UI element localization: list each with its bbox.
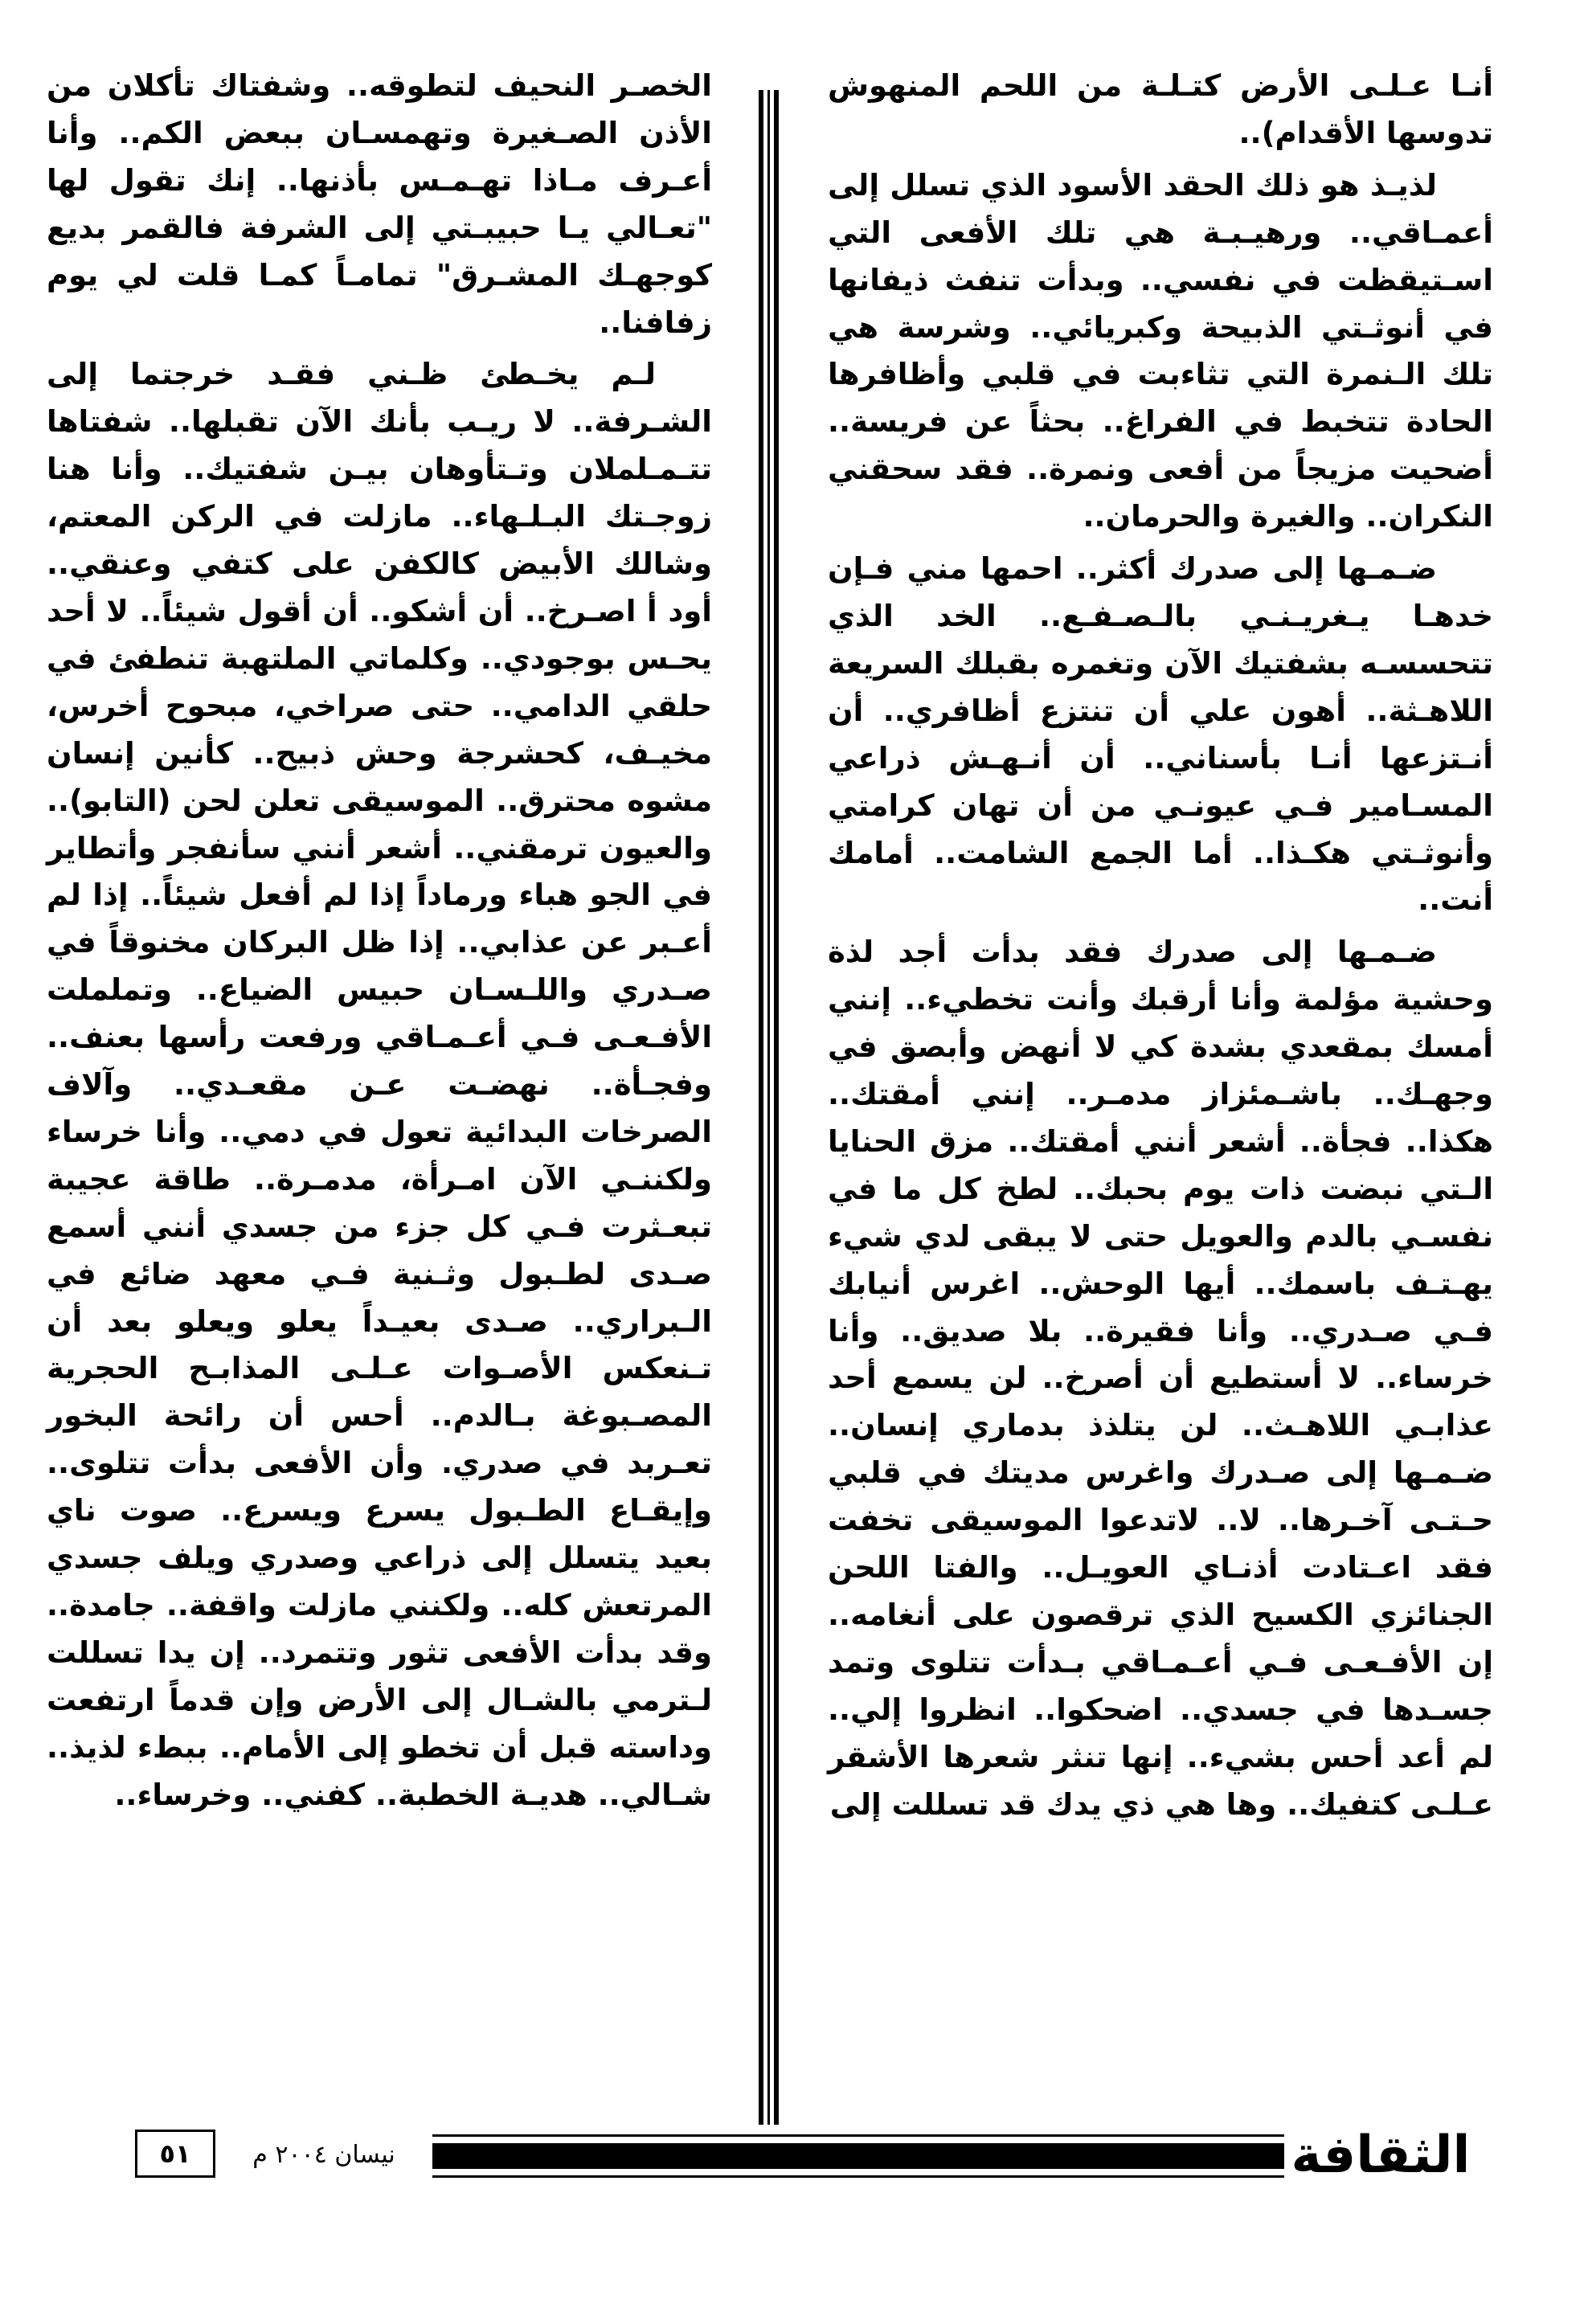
footer-rule — [432, 2134, 1284, 2178]
paragraph: لـم يخـطئ ظـني فقـد خرجتما إلى الشـرفة.. لا ريـب بأنك الآن تقبلها.. شفتاها تتـمـلملان وتـتأوهان بيـن شفتيك.. وأنا هنا زوجـتك البـلـهاء.. مازلت في الركن المعتم، وشالك الأبيض كالكفن على كتفي وعنقي.. أود أ اصـرخ.. أن أشكو.. أن أقول شيئاً.. لا أحد يحـس بوجودي.. وكلماتي الملتهبة تنطفئ في حلقي الدامي.. حتى صراخي، مبحوح أخرس، مخيـف، كحشرجة وحش ذبيح.. كأنين إنسان مشوه محترق.. الموسيقى تعلن لحن (التابو).. والعيون ترمقني.. أشعر أنني سأنفجر وأتطاير في الجو هباء ورماداً إذا لم أفعل شيئاً.. إذا لم أعـبر عن عذابي.. إذا ظل البركان مخنوقاً في صـدري واللـسـان حبيس الضياع.. وتململت الأفـعـى فـي أعـمـاقي ورفعت رأسها بعنف.. وفجـأة.. نهضـت عـن مقعـدي.. وآلاف الصرخات البدائية تعول في دمي.. وأنا خرساء ولكننـي الآن امـرأة، مدمـرة.. طاقة عجيبة تبعـثرت فـي كل جزء من جسدي أنني أسمع صـدى لطـبول وثـنية فـي معهد ضائع في الـبراري.. صـدى بعيـداً يعلو ويعلو بعد أن تـنعكس الأصـوات عـلـى المذابـح الحجرية المصـبوغة بـالدم.. أحس أن رائحة البخور تعـربد في صدري. وأن الأفعى بدأت تتلوى.. وإيقـاع الطـبول يسرع ويسرع.. صوت ناي بعيد يتسلل إلى ذراعي وصدري ويلف جسدي المرتعش كله.. ولكنني مازلت واقفة.. جامدة.. وقد بدأت الأفعى تثور وتتمرد.. إن يدا تسللت لـترمي بالشـال إلى الأرض وإن قدماً ارتفعت وداسته قبل أن تخطو إلى الأمام.. ببطء لذيذ.. شـالي.. هديـة الخطبة.. كفني.. وخرساء.. — [47, 357, 712, 1812]
issue-date: نيسان ٢٠٠٤ م — [252, 2141, 395, 2169]
paragraph: ضـمـها إلى صدرك فقد بدأت أجد لذة وحشية مؤلمة وأنا أرقبك وأنت تخطيء.. إنني أمسك بمقعدي بشدة كي لا أنهض وأبصق في وجهـك.. باشـمئزاز مدمـر.. إنني أمقتك.. هكذا.. فجأة.. أشعر أنني أمقتك.. مزق الحنايا الـتي نبضت ذات يوم بحبك.. لطخ كل ما في نفسـي بالدم والعويل حتى لا يبقى لدي شيء يهـتـف باسمك.. أيها الوحش.. اغرس أنيابك فـي صـدري.. وأنا فقيرة.. بلا صديق.. وأنا خرساء.. لا أستطيع أن أصرخ.. لن يسمع أحد عذابـي اللاهـث.. لن يتلذذ بدماري إنسان.. ضـمـها إلى صـدرك واغرس مديتك في قلبي حـتـى آخـرها.. لا.. لاتدعوا الموسيقى تخفت فقد اعـتادت أذنـاي العويـل.. والفتا اللحن الجنائزي الكسيح الذي ترقصون على أنغامه.. إن الأفـعـى فـي أعـمـاقي بـدأت تتلوى وتمد جسـدها في جسدي.. اضحكوا.. انظروا إلي.. لم أعد أحس بشيء.. إنها تنثر شعرها الأشقر عـلـى كتفيك.. وها هي ذي يدك قد تسللت إلى — [828, 935, 1493, 1822]
paragraph: لذيـذ هو ذلك الحقد الأسود الذي تسلل إلى أعمـاقي.. ورهيـبـة هي تلك الأفعى التي اسـتيقظت في نفسي.. وبدأت تنفث ذيفانها في أنوثـتي الذبيحة وكبريائي.. وشرسة هي تلك الـنمرة التي تثاءبت في قلبي وأظافرها الحادة تتخبط في الفراغ.. بحثاً عن فريسة.. أضحيت مزيجاً من أفعى ونمرة.. فقد سحقني النكران.. والغيرة والحرمان.. — [828, 167, 1493, 534]
column-divider — [774, 90, 779, 2125]
column-divider — [759, 90, 763, 2125]
page-footer — [135, 2121, 1477, 2189]
page-number: ٥١ — [135, 2130, 215, 2178]
magazine-logo: الثقافة — [1291, 2126, 1471, 2185]
column-divider — [767, 90, 770, 2125]
paragraph: الخصـر النحيف لتطوقه.. وشفتاك تأكلان من الأذن الصـغيرة وتهمسـان ببعض الكم.. وأنا أعـرف مـاذا تهـمـس بأذنها.. إنك تقول لها "تعـالي يـا حبيبـتي إلى الشرفة فالقمر بديع كوجهـك المشـرق" تمامـاً كمـا قلت لي يوم زفافنا.. — [47, 68, 712, 340]
right-column — [828, 63, 1493, 1829]
paragraph: ضـمـها إلى صدرك أكثر.. احمها مني فـإن خدهـا يـغريـنـي بالـصـفـع.. الخد الذي تتحسسـه بشفتيك الآن وتغمره بقبلك السريعة اللاهـثة.. أهون علي أن تنتزع أظافري.. أن أنـتزعها أنـا بأسناني.. أن أنـهـش ذراعي المسـامير فـي عيونـي من أن تهان كرامتي وأنوثـتي هكـذا.. أما الجمع الشامت.. أمامك أنت.. — [828, 551, 1493, 918]
left-column — [47, 63, 712, 1819]
paragraph: أنـا عـلـى الأرض كتـلـة من اللحم المنهوش تدوسها الأقدام).. — [828, 68, 1493, 150]
